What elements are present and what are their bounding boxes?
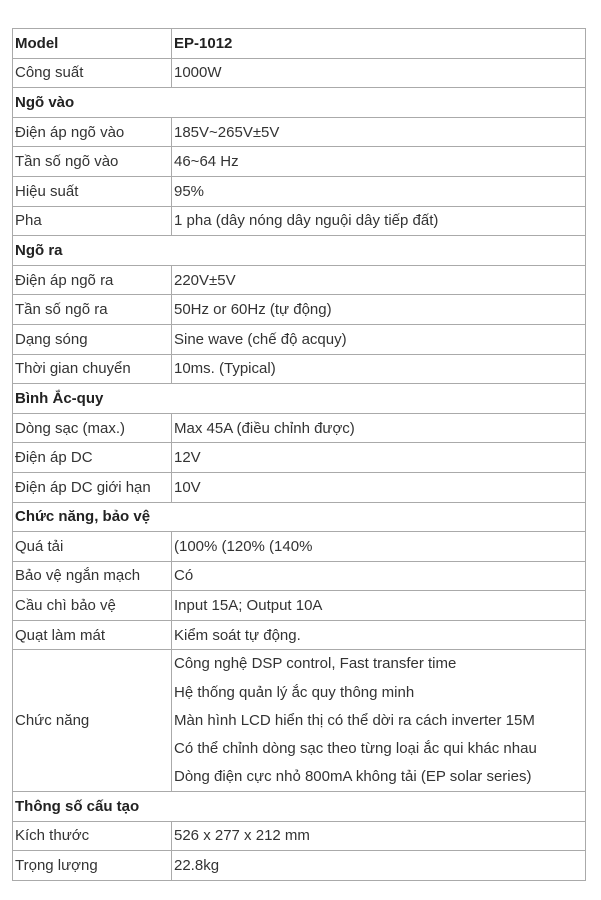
row-value: 185V~265V±5V [172, 117, 586, 147]
row-value: 22.8kg [172, 851, 586, 881]
row-value: Có [172, 561, 586, 591]
row-value: 10ms. (Typical) [172, 354, 586, 384]
row-label: Điện áp ngõ vào [13, 117, 172, 147]
table-row-model [13, 29, 586, 59]
table-row [13, 206, 586, 236]
row-value: 46~64 Hz [172, 147, 586, 177]
table-row [13, 561, 586, 591]
table-row [13, 532, 586, 562]
section-heading-output [13, 236, 586, 266]
row-value: 50Hz or 60Hz (tự động) [172, 295, 586, 325]
row-value: Kiểm soát tự động. [172, 620, 586, 650]
row-value: Input 15A; Output 10A [172, 591, 586, 621]
function-line: Màn hình LCD hiển thị có thể dời ra cách inverter 15M [174, 711, 535, 729]
row-value: 12V [172, 443, 586, 473]
function-line: Hệ thống quản lý ắc quy thông minh [174, 683, 415, 701]
section-heading-protection [13, 502, 586, 532]
row-label: Dạng sóng [13, 324, 172, 354]
function-line: Có thể chỉnh dòng sạc theo từng loại ắc qui khác nhau [174, 739, 537, 757]
row-label: Quạt làm mát [13, 620, 172, 650]
section-title: Thông số cấu tạo [13, 791, 586, 821]
row-value: Max 45A (điều chỉnh được) [172, 413, 586, 443]
section-title: Chức năng, bảo vệ [13, 502, 586, 532]
table-row [13, 58, 586, 88]
spec-table [12, 28, 586, 881]
table-row [13, 147, 586, 177]
function-line: Công nghệ DSP control, Fast transfer time [174, 655, 457, 673]
table-row [13, 413, 586, 443]
row-label: Hiệu suất [13, 176, 172, 206]
section-heading-battery [13, 384, 586, 414]
table-row [13, 851, 586, 881]
table-row-functions [13, 650, 586, 791]
table-row [13, 295, 586, 325]
function-line: Dòng điện cực nhỏ 800mA không tải (EP solar series) [174, 767, 532, 785]
row-label: Kích thước [13, 821, 172, 851]
functions-label: Chức năng [13, 650, 172, 791]
row-label: Trọng lượng [13, 851, 172, 881]
power-value: 1000W [172, 58, 586, 88]
row-value: (100% (120% (140% [172, 532, 586, 562]
table-row [13, 324, 586, 354]
table-row [13, 117, 586, 147]
functions-value [172, 650, 586, 791]
row-value: 526 x 277 x 212 mm [172, 821, 586, 851]
section-title: Ngõ vào [13, 88, 586, 118]
power-label: Công suất [13, 58, 172, 88]
model-label: Model [13, 29, 172, 59]
row-label: Tần số ngõ ra [13, 295, 172, 325]
section-title: Ngõ ra [13, 236, 586, 266]
table-row [13, 620, 586, 650]
row-label: Điện áp DC [13, 443, 172, 473]
table-row [13, 443, 586, 473]
row-label: Thời gian chuyển [13, 354, 172, 384]
row-value: 1 pha (dây nóng dây nguội dây tiếp đất) [172, 206, 586, 236]
row-label: Bảo vệ ngắn mạch [13, 561, 172, 591]
table-row [13, 591, 586, 621]
row-value: Sine wave (chế độ acquy) [172, 324, 586, 354]
row-label: Điện áp DC giới hạn [13, 472, 172, 502]
row-value: 95% [172, 176, 586, 206]
row-label: Tần số ngõ vào [13, 147, 172, 177]
table-row [13, 821, 586, 851]
table-row [13, 176, 586, 206]
section-heading-input [13, 88, 586, 118]
row-value: 10V [172, 472, 586, 502]
row-label: Quá tải [13, 532, 172, 562]
table-row [13, 472, 586, 502]
row-label: Cầu chì bảo vệ [13, 591, 172, 621]
section-title: Bình Ắc-quy [13, 384, 586, 414]
table-row [13, 265, 586, 295]
row-label: Pha [13, 206, 172, 236]
section-heading-structure [13, 791, 586, 821]
row-value: 220V±5V [172, 265, 586, 295]
row-label: Dòng sạc (max.) [13, 413, 172, 443]
row-label: Điện áp ngõ ra [13, 265, 172, 295]
model-value: EP-1012 [172, 29, 586, 59]
table-row [13, 354, 586, 384]
